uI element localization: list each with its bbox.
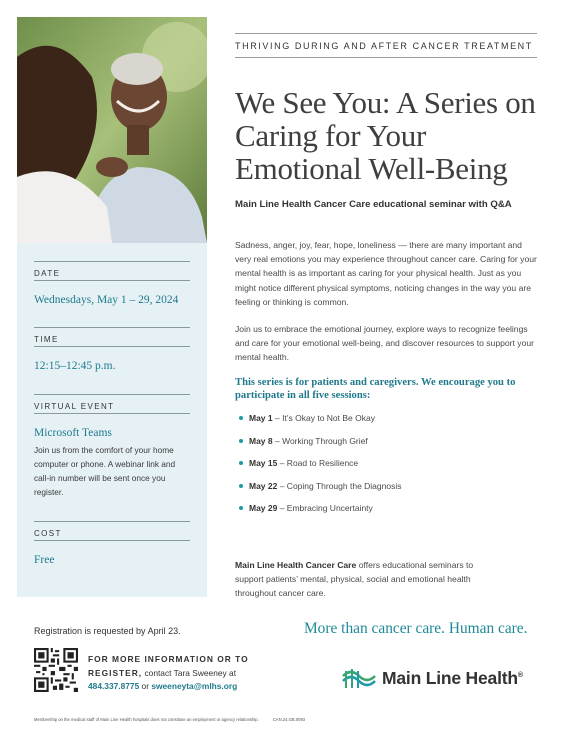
contact-or: or [139, 681, 152, 691]
list-item [239, 458, 401, 481]
time-value: 12:15–12:45 p.m. [34, 360, 116, 372]
bullet-icon [239, 439, 243, 443]
hero-photo [17, 17, 207, 243]
time-block [17, 327, 207, 372]
join-paragraph: Join us to embrace the emotional journey, explore ways to recognize feelings and care for your emotional well-being, and discover resources to support your mental health. [235, 324, 535, 363]
bullet-icon [239, 461, 243, 465]
contact-heading-1: FOR MORE INFORMATION OR TO [88, 654, 249, 664]
photo-illustration [17, 17, 207, 243]
date-value: Wednesdays, May 1 – 29, 2024 [34, 294, 179, 306]
virtual-event-platform: Microsoft Teams [34, 427, 112, 439]
audience-callout: This series is for patients and caregivers. We encourage you to participate in all five sessions: [235, 377, 516, 401]
session-title: – Working Through Grief [272, 435, 368, 446]
registration-note: Registration is requested by April 23. [34, 626, 181, 636]
bullet-icon [239, 416, 243, 420]
cost-label: COST [34, 521, 190, 541]
page-subtitle: Main Line Health Cancer Care educational seminar with Q&A [235, 199, 512, 210]
main-line-health-logo-icon [342, 666, 376, 690]
list-item [239, 413, 401, 436]
session-date: May 1 [249, 413, 273, 423]
list-item [239, 481, 401, 504]
time-label: TIME [34, 327, 190, 347]
disclaimer-text: Membership on the medical staff of Main Line Health hospitals does not constitute an employment or agency relationship. [34, 717, 259, 722]
phone-link[interactable]: 484.337.8775 [88, 681, 140, 691]
virtual-event-block [17, 394, 207, 499]
session-date: May 15 [249, 458, 278, 469]
list-item [239, 436, 401, 459]
intro-paragraph: Sadness, anger, joy, fear, hope, loneliness — there are many important and very real emotions you may experience throughout cancer care. Caring for your mental health is as important as caring for your physical health. Just as you might notice different physical symptoms, noticing changes in the way you are feeling or thinking is common. [235, 240, 537, 307]
brand-name [382, 668, 523, 689]
brand-text: Main Line Health [382, 667, 518, 688]
brand-logo [342, 665, 523, 691]
bullet-icon [239, 506, 243, 510]
session-list [239, 413, 401, 526]
document-code: CAN.24.GB.0093 [272, 717, 306, 722]
about-paragraph [235, 558, 475, 601]
tagline: More than cancer care. Human care. [304, 620, 528, 637]
cost-block [17, 521, 207, 566]
about-text: offers educational seminars to support patients’ mental, physical, social and emotional health throughout cancer care. [235, 560, 474, 599]
session-date: May 29 [249, 503, 278, 514]
contact-info [88, 653, 249, 694]
cost-value: Free [34, 554, 55, 566]
qr-code-icon[interactable] [34, 648, 78, 692]
about-brand: Main Line Health Cancer Care [235, 560, 357, 570]
session-title: – It’s Okay to Not Be Okay [272, 413, 375, 423]
virtual-event-label: VIRTUAL EVENT [34, 394, 190, 414]
bullet-icon [239, 484, 243, 488]
event-details-sidebar [17, 17, 207, 597]
email-link[interactable]: sweeneyta@mlhs.org [151, 681, 238, 691]
list-item [239, 503, 401, 526]
registered-mark: ® [517, 671, 523, 679]
session-date: May 22 [249, 480, 278, 491]
virtual-event-description: Join us from the comfort of your home computer or phone. A webinar link and call-in number will be sent once you register. [34, 445, 176, 497]
session-date: May 8 [249, 435, 273, 446]
series-kicker: THRIVING DURING AND AFTER CANCER TREATMENT [235, 33, 537, 58]
fine-print [34, 717, 305, 722]
date-label: DATE [34, 261, 190, 281]
contact-name: contact Tara Sweeney at [142, 667, 237, 678]
session-title: – Coping Through the Diagnosis [277, 480, 402, 491]
session-title: – Road to Resilience [277, 458, 359, 469]
date-block [17, 261, 207, 306]
session-title: – Embracing Uncertainty [277, 503, 373, 514]
page-title: We See You: A Series on Caring for Your Emotional Well-Being [235, 85, 536, 186]
contact-heading-2: REGISTER, [88, 667, 143, 678]
